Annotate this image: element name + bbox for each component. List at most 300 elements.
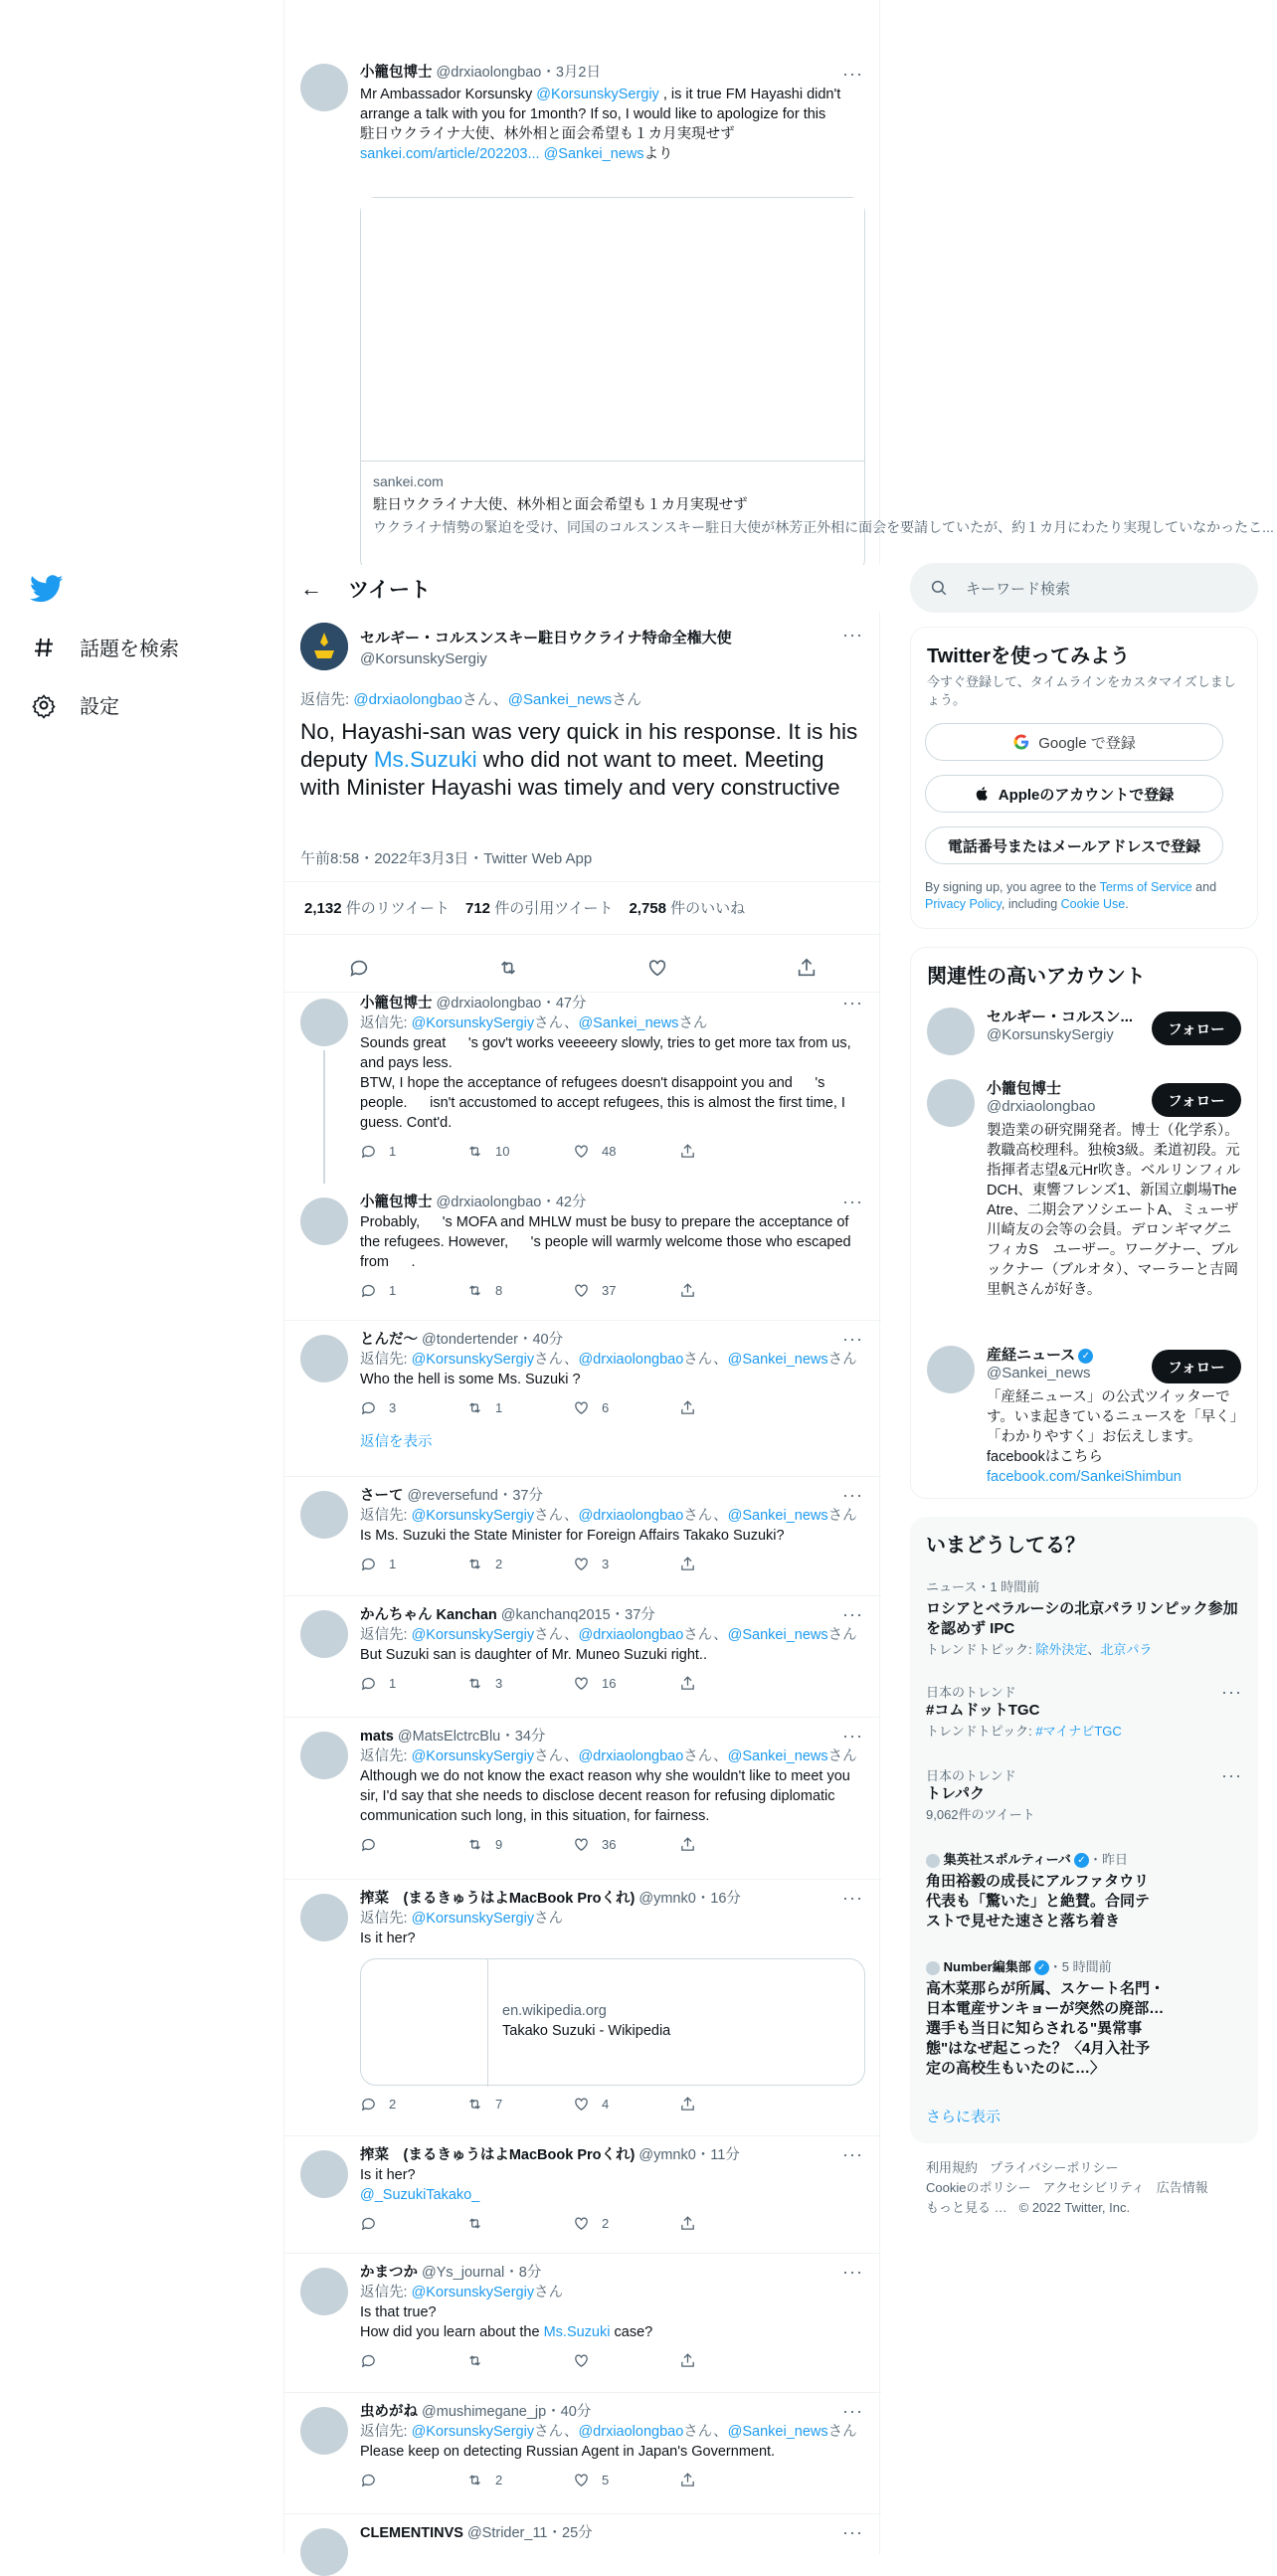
tweet-text: Is it her? <box>360 1931 416 1946</box>
reply-body <box>360 1487 865 1572</box>
terms-link[interactable]: Terms of Service <box>1099 880 1192 894</box>
mention-link[interactable]: @KorsunskySergiy <box>411 2424 535 2440</box>
quotes-stat[interactable] <box>465 897 613 918</box>
account-info[interactable] <box>987 1006 1146 1043</box>
author-handle[interactable]: @ymnk0 <box>638 1891 696 1907</box>
like-action[interactable] <box>573 2472 679 2488</box>
mention-link[interactable]: @Sankei_news <box>727 1748 828 1764</box>
retweets-stat[interactable] <box>304 897 450 918</box>
text-segment: さん <box>827 2424 857 2440</box>
retweet-action[interactable] <box>466 2472 573 2488</box>
reply-context <box>360 1013 865 1033</box>
more-options-icon[interactable]: ··· <box>842 625 863 644</box>
retweet-icon <box>466 1836 483 1853</box>
profile-link[interactable]: facebook.com/SankeiShimbun <box>987 1469 1182 1485</box>
retweet-icon <box>466 2215 483 2232</box>
reply-tweet[interactable] <box>284 1321 881 1477</box>
tweet-text: Although we do not know the exact reason why she wouldn't like to meet you sir, I'd say that she needs to disclose decent reason for refusing diplomatic communication such long, in this situation, for fairness. <box>360 1768 850 1824</box>
like-action[interactable] <box>573 1836 679 1853</box>
link-card[interactable] <box>360 197 1274 575</box>
more-options-icon[interactable]: ··· <box>842 64 863 84</box>
mention-link[interactable]: @Sankei_news <box>727 2424 828 2440</box>
account-handle: @drxiaolongbao <box>987 1098 1096 1115</box>
footer-link[interactable]: アクセシビリティ <box>1042 2180 1145 2195</box>
reply-context <box>360 1625 865 1645</box>
back-arrow-icon[interactable]: ← <box>300 575 322 601</box>
author-handle[interactable]: @Strider_11 <box>466 2525 548 2541</box>
tweet-time[interactable]: ・42分 <box>541 1195 587 1210</box>
show-replies-link[interactable]: 返信を表示 <box>360 1434 433 1450</box>
footer-link[interactable]: 広告情報 <box>1156 2180 1208 2195</box>
reply-tweet[interactable] <box>284 1477 881 1596</box>
page-title: ツイート <box>348 578 431 602</box>
author-handle[interactable]: @MatsElctrcBlu <box>397 1729 501 1745</box>
like-icon <box>573 1675 590 1692</box>
reply-tweet[interactable] <box>284 1596 881 1718</box>
author-name[interactable]: CLEMENTINVS <box>360 2525 463 2541</box>
share-action[interactable] <box>679 1675 786 1692</box>
author-handle[interactable]: @reversefund <box>407 1488 498 1504</box>
author-name[interactable]: さーて <box>360 1488 404 1504</box>
more-options-icon[interactable]: ··· <box>842 1888 863 1908</box>
retweet-action[interactable] <box>466 1399 573 1416</box>
avatar[interactable] <box>300 64 348 111</box>
text-segment: さん <box>678 1015 708 1031</box>
reply-context <box>300 688 641 709</box>
avatar[interactable] <box>300 999 348 1046</box>
tweet-time[interactable]: ・40分 <box>517 1332 564 1348</box>
retweet-count: 9 <box>495 1837 503 1852</box>
like-icon[interactable] <box>646 957 668 979</box>
text-segment: より <box>643 146 673 162</box>
text-segment: さん、 <box>534 1508 579 1524</box>
reply-tweet[interactable] <box>284 1880 881 2136</box>
retweet-icon <box>466 2096 483 2113</box>
retweet-action[interactable] <box>466 1675 573 1692</box>
hashtag-link[interactable]: Ms.Suzuki <box>543 2324 611 2340</box>
divider <box>284 934 881 935</box>
more-options-icon[interactable]: ··· <box>842 1485 863 1505</box>
divider <box>284 881 881 882</box>
avatar[interactable] <box>300 2528 348 2576</box>
mention-link[interactable]: @_SuzukiTakako_ <box>360 2187 480 2203</box>
trend-item[interactable] <box>926 1765 1242 1823</box>
mention-link[interactable]: @Sankei_news <box>578 1015 679 1031</box>
reply-action[interactable] <box>360 1143 466 1160</box>
reply-action[interactable] <box>360 2472 466 2488</box>
retweet-action[interactable] <box>466 1282 573 1299</box>
retweet-action[interactable] <box>466 2096 573 2113</box>
author-handle[interactable]: @kanchanq2015 <box>500 1607 611 1623</box>
article-link[interactable]: sankei.com/article/202203... <box>360 146 540 162</box>
avatar[interactable] <box>300 1491 348 1539</box>
like-count: 5 <box>602 2473 610 2487</box>
text-segment: さん <box>534 1911 564 1927</box>
reply-tweet[interactable] <box>284 1184 881 1321</box>
reply-tweet[interactable] <box>284 985 881 1184</box>
footer-link[interactable]: 利用規約 <box>926 2160 979 2175</box>
author-handle[interactable]: @Ys_journal <box>422 2265 505 2281</box>
text-segment: さん <box>827 1627 857 1643</box>
mention-link[interactable]: @drxiaolongbao <box>578 1748 684 1764</box>
reply-action[interactable] <box>360 2352 466 2369</box>
footer-link[interactable]: プライバシーポリシー <box>990 2160 1119 2175</box>
mention-link[interactable]: @KorsunskySergiy <box>536 87 659 102</box>
mention-link[interactable]: @KorsunskySergiy <box>411 2285 535 2300</box>
share-action[interactable] <box>679 2215 786 2232</box>
twitter-logo-icon[interactable] <box>30 572 64 606</box>
show-more-link[interactable]: さらに表示 <box>926 2109 1002 2125</box>
retweet-action[interactable] <box>466 2215 573 2232</box>
reply-icon <box>360 1836 377 1853</box>
apple-signup-label: Appleのアカウントで登録 <box>998 786 1175 804</box>
reply-context <box>360 2422 865 2442</box>
like-count: 4 <box>602 2097 610 2112</box>
hashtag-link[interactable]: Ms.Suzuki <box>373 747 477 772</box>
like-action[interactable] <box>573 2096 679 2113</box>
mention-link[interactable]: @Sankei_news <box>727 1627 828 1643</box>
reply-action[interactable] <box>360 1836 466 1853</box>
avatar[interactable] <box>927 1008 975 1055</box>
share-icon[interactable] <box>796 957 818 979</box>
author-name[interactable]: 小籠包博士 <box>360 1195 433 1210</box>
tweet-time[interactable]: ・37分 <box>610 1607 655 1623</box>
retweet-action[interactable] <box>466 1143 573 1160</box>
account-name: セルギー・コルスン... <box>987 1009 1134 1025</box>
more-options-icon[interactable]: ··· <box>842 1726 863 1746</box>
mention-link[interactable]: @drxiaolongbao <box>578 1352 684 1368</box>
retweet-action[interactable] <box>466 1556 573 1572</box>
share-action[interactable] <box>679 2352 786 2369</box>
avatar[interactable] <box>300 1197 348 1245</box>
cookie-link[interactable]: Cookie Use <box>1060 897 1126 911</box>
topic-link[interactable]: 北京パラ <box>1100 1642 1153 1657</box>
reply-body <box>360 1728 865 1853</box>
author-name[interactable]: 搾菜 (まるきゅうはよMacBook Proくれ) <box>360 2147 636 2163</box>
footer-link[interactable]: Cookieのポリシー <box>926 2180 1031 2195</box>
avatar[interactable] <box>927 1346 975 1393</box>
tweet-time[interactable]: ・11分 <box>695 2147 740 2163</box>
share-action[interactable] <box>679 1399 786 1416</box>
tweet-header <box>360 1606 865 1625</box>
reply-action[interactable] <box>360 1399 466 1416</box>
text-segment: トレンドトピック: <box>926 1724 1036 1739</box>
follow-button[interactable]: フォロー <box>1152 1012 1241 1045</box>
account-handle: @Sankei_news <box>987 1365 1091 1381</box>
tweet-header <box>360 1331 865 1350</box>
follow-button[interactable]: フォロー <box>1152 1083 1241 1117</box>
apple-signup-button[interactable] <box>925 775 1223 813</box>
tweet-stats <box>304 897 745 918</box>
trends-title: いまどうしてる？ <box>926 1535 1085 1557</box>
mention-link[interactable]: @Sankei_news <box>727 1508 828 1524</box>
like-action[interactable] <box>573 1556 679 1572</box>
reply-action[interactable] <box>360 1556 466 1572</box>
reply-icon[interactable] <box>348 957 370 979</box>
mention-link[interactable]: @Sankei_news <box>727 1352 828 1368</box>
text-segment: さん <box>827 1748 857 1764</box>
tweet-time[interactable]: ・40分 <box>546 2404 592 2420</box>
reply-icon <box>360 1675 377 1692</box>
reply-body <box>360 1606 865 1692</box>
retweet-count: 2 <box>495 2473 503 2487</box>
reply-icon <box>360 1282 377 1299</box>
news-item[interactable] <box>926 1849 1242 1932</box>
mention-link[interactable]: @KorsunskySergiy <box>411 1352 535 1368</box>
author-handle[interactable]: @ymnk0 <box>638 2147 696 2163</box>
like-action[interactable] <box>573 2352 679 2369</box>
author-name[interactable]: セルギー・コルスンスキー駐日ウクライナ特命全権大使 <box>360 630 732 646</box>
mention-link[interactable]: @drxiaolongbao <box>578 1508 684 1524</box>
more-options-icon[interactable]: ··· <box>1221 1682 1242 1702</box>
share-action[interactable] <box>679 1836 786 1853</box>
mention-link[interactable]: @KorsunskySergiy <box>411 1748 535 1764</box>
more-options-icon[interactable]: ··· <box>842 1192 863 1211</box>
apple-icon <box>975 785 991 803</box>
author-handle[interactable]: @mushimegane_jp <box>422 2404 547 2420</box>
mention-link[interactable]: @Sankei_news <box>543 146 644 162</box>
share-action[interactable] <box>679 1556 786 1572</box>
retweet-icon <box>466 2352 483 2369</box>
trend-name: #コムドットTGC <box>926 1702 1040 1719</box>
share-action[interactable] <box>679 1282 786 1299</box>
avatar[interactable] <box>300 2268 348 2315</box>
like-action[interactable] <box>573 1282 679 1299</box>
tweet-actions <box>360 1282 865 1299</box>
like-action[interactable] <box>573 1143 679 1160</box>
reply-tweet[interactable] <box>284 2514 881 2574</box>
search-input[interactable]: キーワード検索 <box>966 580 1071 598</box>
tweet-header <box>360 2524 865 2543</box>
tweet-actions <box>360 1143 865 1160</box>
author-handle[interactable]: @drxiaolongbao <box>436 996 542 1012</box>
tweet-meta[interactable]: 午前8:58・2022年3月3日・Twitter Web App <box>300 850 593 867</box>
tweet-time[interactable]: ・16分 <box>695 1891 741 1907</box>
reply-action[interactable] <box>360 1675 466 1692</box>
reply-count: 1 <box>389 1557 397 1571</box>
link-card[interactable] <box>360 1958 865 2086</box>
mention-link[interactable]: @KorsunskySergiy <box>411 1627 535 1643</box>
trend-item[interactable] <box>926 1576 1242 1658</box>
nav-settings[interactable] <box>30 690 119 719</box>
left-sidebar <box>0 0 283 2554</box>
nav-explore[interactable] <box>30 633 179 661</box>
reply-body <box>360 1194 865 1299</box>
search-box[interactable] <box>910 563 1258 613</box>
like-action[interactable] <box>573 2215 679 2232</box>
share-icon <box>679 1143 696 1160</box>
author-name[interactable]: とんだ〜 <box>360 1332 418 1348</box>
more-options-icon[interactable]: ··· <box>842 1604 863 1624</box>
avatar[interactable] <box>300 1894 348 1941</box>
tweet-time[interactable]: ・8分 <box>504 2265 542 2281</box>
tweet-actions <box>360 2215 865 2232</box>
thread-line <box>323 1050 325 1184</box>
card-domain: en.wikipedia.org <box>502 2003 607 2019</box>
reply-body <box>360 2264 865 2369</box>
tweet-time[interactable]: ・3月2日 <box>541 65 601 81</box>
mention-link[interactable]: @Sankei_news <box>507 691 613 708</box>
tweet-text: But Suzuki san is daughter of Mr. Muneo Suzuki right.. <box>360 1647 707 1663</box>
text-segment: さん <box>827 1508 857 1524</box>
reply-body <box>360 2403 865 2488</box>
reply-action[interactable] <box>360 1282 466 1299</box>
tweet-header <box>360 2264 865 2283</box>
author-handle[interactable]: @drxiaolongbao <box>436 1195 542 1210</box>
mention-link[interactable]: @KorsunskySergiy <box>411 1015 535 1031</box>
more-options-icon[interactable]: ··· <box>842 1329 863 1349</box>
account-info[interactable] <box>987 1077 1095 1115</box>
tweet-actions <box>360 2096 865 2113</box>
mention-link[interactable]: @KorsunskySergiy <box>411 1508 535 1524</box>
topic-link[interactable]: #マイナビTGC <box>1035 1724 1122 1739</box>
privacy-link[interactable]: Privacy Policy <box>925 897 1002 911</box>
avatar[interactable] <box>300 623 348 670</box>
reply-tweet[interactable] <box>284 2136 881 2254</box>
reply-context <box>360 1747 865 1766</box>
avatar[interactable] <box>927 1079 975 1127</box>
reply-count: 1 <box>389 1676 397 1691</box>
avatar[interactable] <box>300 2150 348 2198</box>
gear-icon <box>30 691 58 719</box>
likes-stat[interactable] <box>629 897 745 918</box>
tweet-time[interactable]: ・47分 <box>541 996 587 1012</box>
tweet-time[interactable]: ・25分 <box>547 2525 593 2541</box>
text-segment: who did not want to meet. Meeting with Minister Hayashi was timely and very constructive <box>300 747 840 800</box>
news-item[interactable] <box>926 1956 1242 2079</box>
tweet-time[interactable]: ・34分 <box>500 1729 546 1745</box>
trend-category: 日本のトレンド <box>926 1685 1016 1700</box>
tweet-header <box>360 1890 865 1909</box>
text-segment: 駐日ウクライナ大使、林外相と面会希望も１カ月実現せず <box>360 126 735 142</box>
author-name[interactable]: かんちゃん Kanchan <box>360 1607 497 1623</box>
text-segment: 「産経ニュース」の公式ツイッターです。いま起きているニュースを「早く」「わかりやすく」お伝えします。facebookはこちら <box>987 1389 1245 1465</box>
follow-button[interactable]: フォロー <box>1152 1350 1241 1383</box>
author-name[interactable]: 小籠包博士 <box>360 996 433 1012</box>
phone-email-signup-button[interactable] <box>925 827 1223 864</box>
google-signup-button[interactable] <box>925 723 1223 761</box>
more-options-icon[interactable]: ··· <box>842 2522 863 2542</box>
retweet-count: 8 <box>495 1283 503 1298</box>
mention-link[interactable]: @drxiaolongbao <box>353 691 462 708</box>
verified-badge-icon: ✓ <box>1078 1349 1093 1364</box>
card-image <box>361 1959 488 2087</box>
text-segment: トレンドトピック: <box>926 1642 1036 1657</box>
account-info[interactable] <box>987 1344 1093 1381</box>
like-count: 2 <box>602 2216 610 2231</box>
avatar[interactable] <box>300 1732 348 1779</box>
context-tweet[interactable] <box>284 0 1274 567</box>
text-segment: さん <box>827 1352 857 1368</box>
quote-count: 712 <box>464 900 491 917</box>
author-handle[interactable]: @drxiaolongbao <box>436 65 542 81</box>
more-options-icon[interactable]: ··· <box>842 2401 863 2421</box>
more-options-icon[interactable]: ··· <box>1221 1765 1242 1785</box>
account-bio <box>987 1387 1245 1487</box>
more-options-icon[interactable]: ··· <box>842 2262 863 2282</box>
share-icon <box>679 1675 696 1692</box>
mention-link[interactable]: @drxiaolongbao <box>578 1627 684 1643</box>
avatar[interactable] <box>300 1610 348 1658</box>
footer-link[interactable]: もっと見る … <box>926 2200 1007 2215</box>
retweet-action[interactable] <box>466 2352 573 2369</box>
share-action[interactable] <box>679 2472 786 2488</box>
trend-item[interactable] <box>926 1682 1242 1740</box>
like-count: 6 <box>602 1400 610 1415</box>
author-name[interactable]: 搾菜 (まるきゅうはよMacBook Proくれ) <box>360 1891 636 1907</box>
trend-name: トレパク <box>926 1785 985 1802</box>
like-action[interactable] <box>573 1675 679 1692</box>
avatar[interactable] <box>300 1335 348 1382</box>
text-segment: さん、 <box>683 1508 728 1524</box>
reply-label: 返信先: <box>360 1748 412 1764</box>
news-source: 集英社スポルティーバ <box>943 1852 1071 1867</box>
card-image <box>361 198 864 461</box>
like-icon <box>573 1282 590 1299</box>
reply-label: 返信先: <box>300 691 354 708</box>
source-avatar <box>926 1961 940 1975</box>
author-name[interactable]: 虫めがね <box>360 2404 418 2420</box>
share-icon <box>679 1399 696 1416</box>
retweet-count: 7 <box>495 2097 503 2112</box>
more-options-icon[interactable]: ··· <box>842 993 863 1012</box>
reply-action[interactable] <box>360 2096 466 2113</box>
share-action[interactable] <box>679 1143 786 1160</box>
mention-link[interactable]: @drxiaolongbao <box>578 2424 684 2440</box>
like-label: 件のいいね <box>670 900 746 917</box>
trends-panel <box>910 1517 1258 2143</box>
reply-icon <box>360 2096 377 2113</box>
text-segment: さん、 <box>683 1627 728 1643</box>
like-icon <box>573 1836 590 1853</box>
tweet-time[interactable]: ・37分 <box>497 1488 543 1504</box>
author-name[interactable]: かまつか <box>360 2265 418 2281</box>
text-segment: 、 <box>1087 1642 1101 1657</box>
reply-action[interactable] <box>360 2215 466 2232</box>
author-name[interactable]: 小籠包博士 <box>360 65 433 81</box>
copyright: © 2022 Twitter, Inc. <box>1018 2200 1131 2215</box>
like-action[interactable] <box>573 1399 679 1416</box>
signup-description: 今すぐ登録して、タイムラインをカスタマイズしましょう。 <box>927 674 1236 707</box>
mention-link[interactable]: @KorsunskySergiy <box>411 1911 535 1927</box>
avatar[interactable] <box>300 2407 348 2455</box>
author-block[interactable] <box>360 627 732 667</box>
share-action[interactable] <box>679 2096 786 2113</box>
author-handle[interactable]: @tondertender <box>422 1332 518 1348</box>
reply-tweet[interactable] <box>284 1718 881 1880</box>
share-icon <box>679 2352 696 2369</box>
reply-tweet[interactable] <box>284 2393 881 2514</box>
share-icon <box>679 2215 696 2232</box>
author-handle[interactable]: @KorsunskySergiy <box>360 650 487 667</box>
reply-icon <box>360 1143 377 1160</box>
reply-label: 返信先: <box>360 1911 412 1927</box>
reply-body <box>360 1331 865 1451</box>
terms-text <box>925 879 1245 913</box>
more-options-icon[interactable]: ··· <box>842 2144 863 2164</box>
text-segment: さん <box>534 2285 564 2300</box>
nav-explore-label: 話題を検索 <box>80 639 179 660</box>
author-name[interactable]: mats <box>360 1729 394 1745</box>
like-icon <box>573 1556 590 1572</box>
tweet-text: Who the hell is some Ms. Suzuki ? <box>360 1372 581 1387</box>
retweet-icon[interactable] <box>497 957 519 979</box>
reply-tweet[interactable] <box>284 2254 881 2393</box>
topic-link[interactable]: 除外決定 <box>1035 1642 1088 1657</box>
text-segment: さん、 <box>461 691 508 708</box>
retweet-action[interactable] <box>466 1836 573 1853</box>
reply-label: 返信先: <box>360 1352 412 1368</box>
